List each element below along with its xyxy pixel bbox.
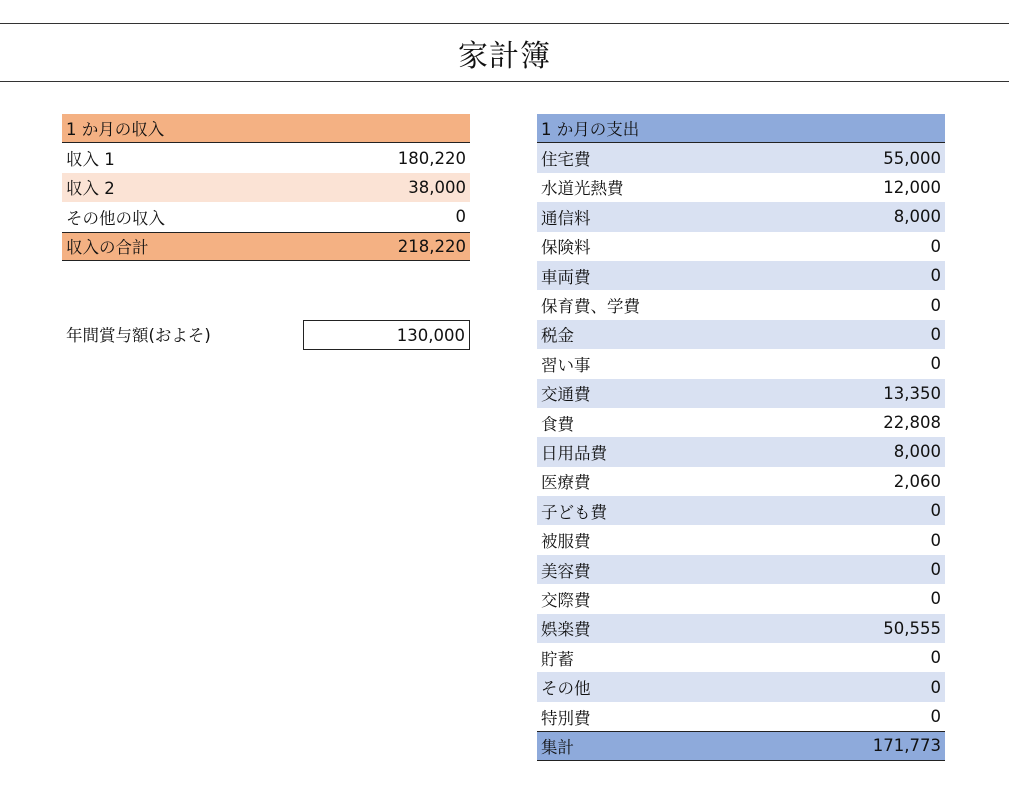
expense-row-value[interactable]: 2,060 (893, 471, 941, 491)
income-header-label: 1 か月の収入 (66, 120, 165, 140)
expense-row-label: 子ども費 (541, 502, 607, 522)
table-row[interactable] (537, 408, 945, 437)
table-row[interactable] (537, 349, 945, 378)
expense-row-value[interactable]: 0 (930, 560, 941, 580)
expense-row-value[interactable]: 0 (930, 324, 941, 344)
expense-row-label: 水道光熱費 (541, 179, 624, 199)
table-row[interactable] (537, 173, 945, 202)
table-row[interactable] (537, 584, 945, 613)
income-row-value[interactable]: 38,000 (408, 177, 466, 197)
bonus-value: 130,000 (396, 325, 465, 345)
income-row-label: 収入 1 (66, 150, 115, 170)
expense-row-value[interactable]: 0 (930, 501, 941, 521)
income-total-value: 218,220 (397, 236, 466, 256)
expense-row-label: 被服費 (541, 532, 591, 552)
expense-row-value[interactable]: 0 (930, 354, 941, 374)
expense-row-value[interactable]: 8,000 (893, 207, 941, 227)
bonus-input[interactable] (303, 320, 470, 350)
table-row[interactable] (537, 467, 945, 496)
expense-row-label: 娯楽費 (541, 620, 591, 640)
table-row[interactable] (537, 379, 945, 408)
expense-row-value[interactable]: 8,000 (893, 442, 941, 462)
expense-total-value: 171,773 (872, 736, 941, 756)
table-row[interactable] (537, 555, 945, 584)
expense-row-value[interactable]: 55,000 (883, 148, 941, 168)
expense-total-label: 集計 (541, 737, 574, 757)
expense-row-value[interactable]: 50,555 (883, 618, 941, 638)
expense-row-label: 住宅費 (541, 150, 591, 170)
table-row[interactable] (537, 232, 945, 261)
expense-row-label: 税金 (541, 326, 574, 346)
table-row[interactable] (537, 525, 945, 554)
table-row[interactable] (62, 173, 470, 202)
title-bar (0, 23, 1009, 82)
expense-row-value[interactable]: 0 (930, 530, 941, 550)
expense-row-value[interactable]: 0 (930, 707, 941, 726)
expense-row-label: その他 (541, 679, 591, 699)
expense-header-label: 1 か月の支出 (541, 120, 640, 140)
table-row[interactable] (537, 496, 945, 525)
income-row-label: その他の収入 (66, 208, 165, 228)
expense-row-value[interactable]: 13,350 (883, 383, 941, 403)
table-row[interactable] (62, 143, 470, 172)
income-total-label: 収入の合計 (66, 238, 149, 258)
income-header-row (62, 114, 470, 143)
expense-row-value[interactable]: 0 (930, 677, 941, 697)
income-row-label: 収入 2 (66, 179, 115, 199)
table-row[interactable] (537, 672, 945, 701)
expense-row-label: 通信料 (541, 208, 591, 228)
expense-row-label: 貯蓄 (541, 649, 574, 669)
expense-row-label: 習い事 (541, 355, 591, 375)
expense-row-label: 交際費 (541, 590, 591, 610)
income-row-value[interactable]: 180,220 (397, 148, 466, 168)
table-row[interactable] (537, 320, 945, 349)
expense-total-row (537, 731, 945, 760)
expense-row-label: 特別費 (541, 708, 591, 728)
expense-header-row (537, 114, 945, 143)
table-row[interactable] (537, 290, 945, 319)
expense-row-value[interactable]: 22,808 (883, 413, 941, 433)
expense-row-label: 車両費 (541, 267, 591, 287)
expense-row-label: 保険料 (541, 238, 591, 258)
bonus-label: 年間賞与額(およそ) (66, 326, 211, 345)
income-row-value[interactable]: 0 (455, 207, 466, 227)
expense-row-label: 保育費、学費 (541, 297, 640, 317)
expense-row-value[interactable]: 0 (930, 295, 941, 315)
expense-row-value[interactable]: 0 (930, 648, 941, 668)
table-row[interactable] (537, 643, 945, 672)
table-row[interactable] (537, 261, 945, 290)
expense-row-label: 交通費 (541, 385, 591, 405)
table-row[interactable] (62, 202, 470, 231)
income-total-row (62, 232, 470, 261)
expense-row-value[interactable]: 0 (930, 589, 941, 609)
expense-row-value[interactable]: 0 (930, 236, 941, 256)
table-row[interactable] (537, 143, 945, 172)
table-row[interactable] (537, 614, 945, 643)
expense-row-label: 美容費 (541, 561, 591, 581)
expense-row-label: 食費 (541, 414, 574, 434)
table-row[interactable] (537, 202, 945, 231)
page-title: 家計簿 (458, 38, 551, 74)
table-row[interactable] (537, 437, 945, 466)
expense-row-label: 医療費 (541, 473, 591, 493)
expense-table (537, 114, 945, 761)
expense-row-label: 日用品費 (541, 443, 607, 463)
expense-row-value[interactable]: 12,000 (883, 177, 941, 197)
table-row[interactable] (537, 702, 945, 731)
expense-row-value[interactable]: 0 (930, 266, 941, 286)
income-table (62, 114, 470, 261)
